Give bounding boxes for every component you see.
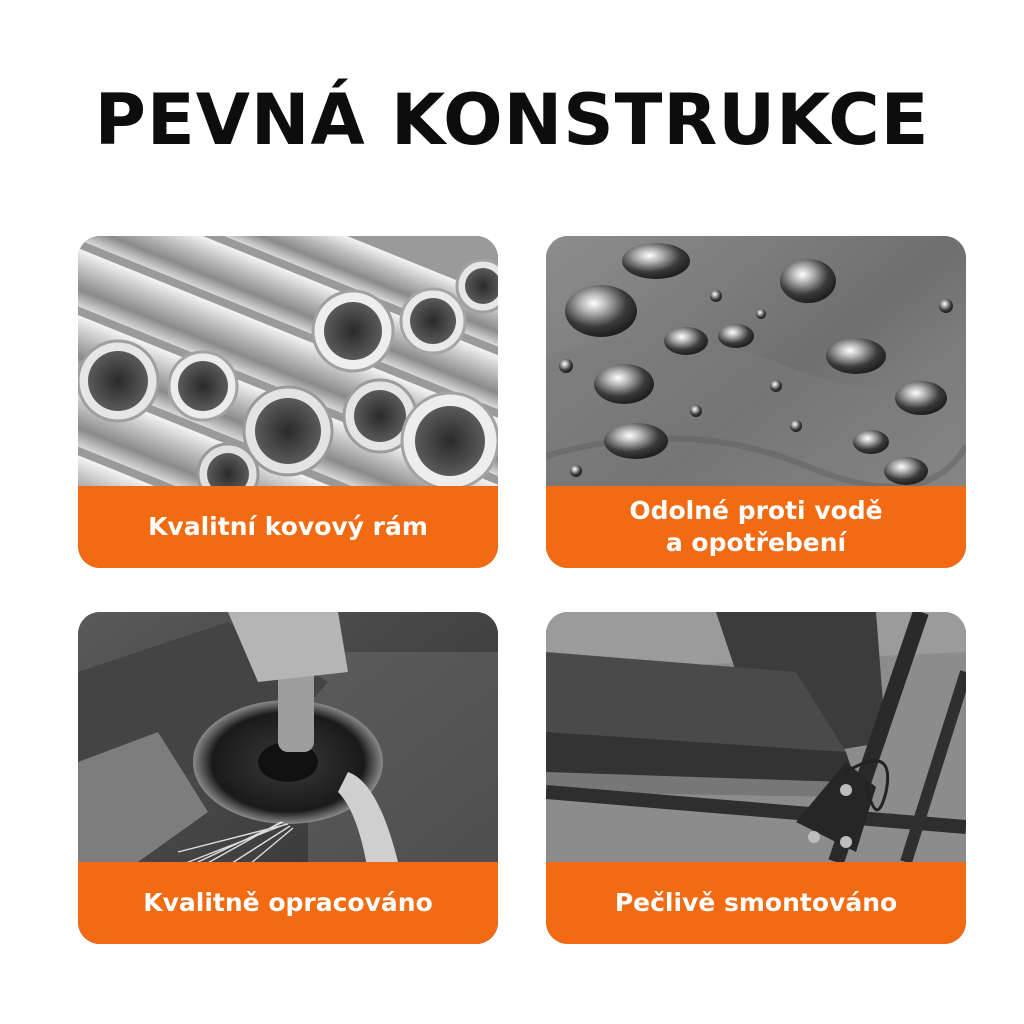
page-title: PEVNÁ KONSTRUKCE	[94, 79, 930, 161]
feature-label-band	[78, 486, 498, 568]
feature-label: Kvalitní kovový rám	[148, 512, 428, 541]
feature-card-metal-frame	[78, 236, 498, 568]
feature-label-band	[78, 862, 498, 944]
feature-label: Kvalitně opracováno	[143, 888, 433, 917]
feature-card-machined	[78, 612, 498, 944]
feature-label-band	[546, 486, 966, 568]
feature-card-assembled	[546, 612, 966, 944]
feature-label: Pečlivě smontováno	[614, 888, 898, 917]
feature-label-band	[546, 862, 966, 944]
feature-label: Odolné proti vodě a opotřebení	[629, 496, 883, 557]
feature-card-water-resistant	[546, 236, 966, 568]
